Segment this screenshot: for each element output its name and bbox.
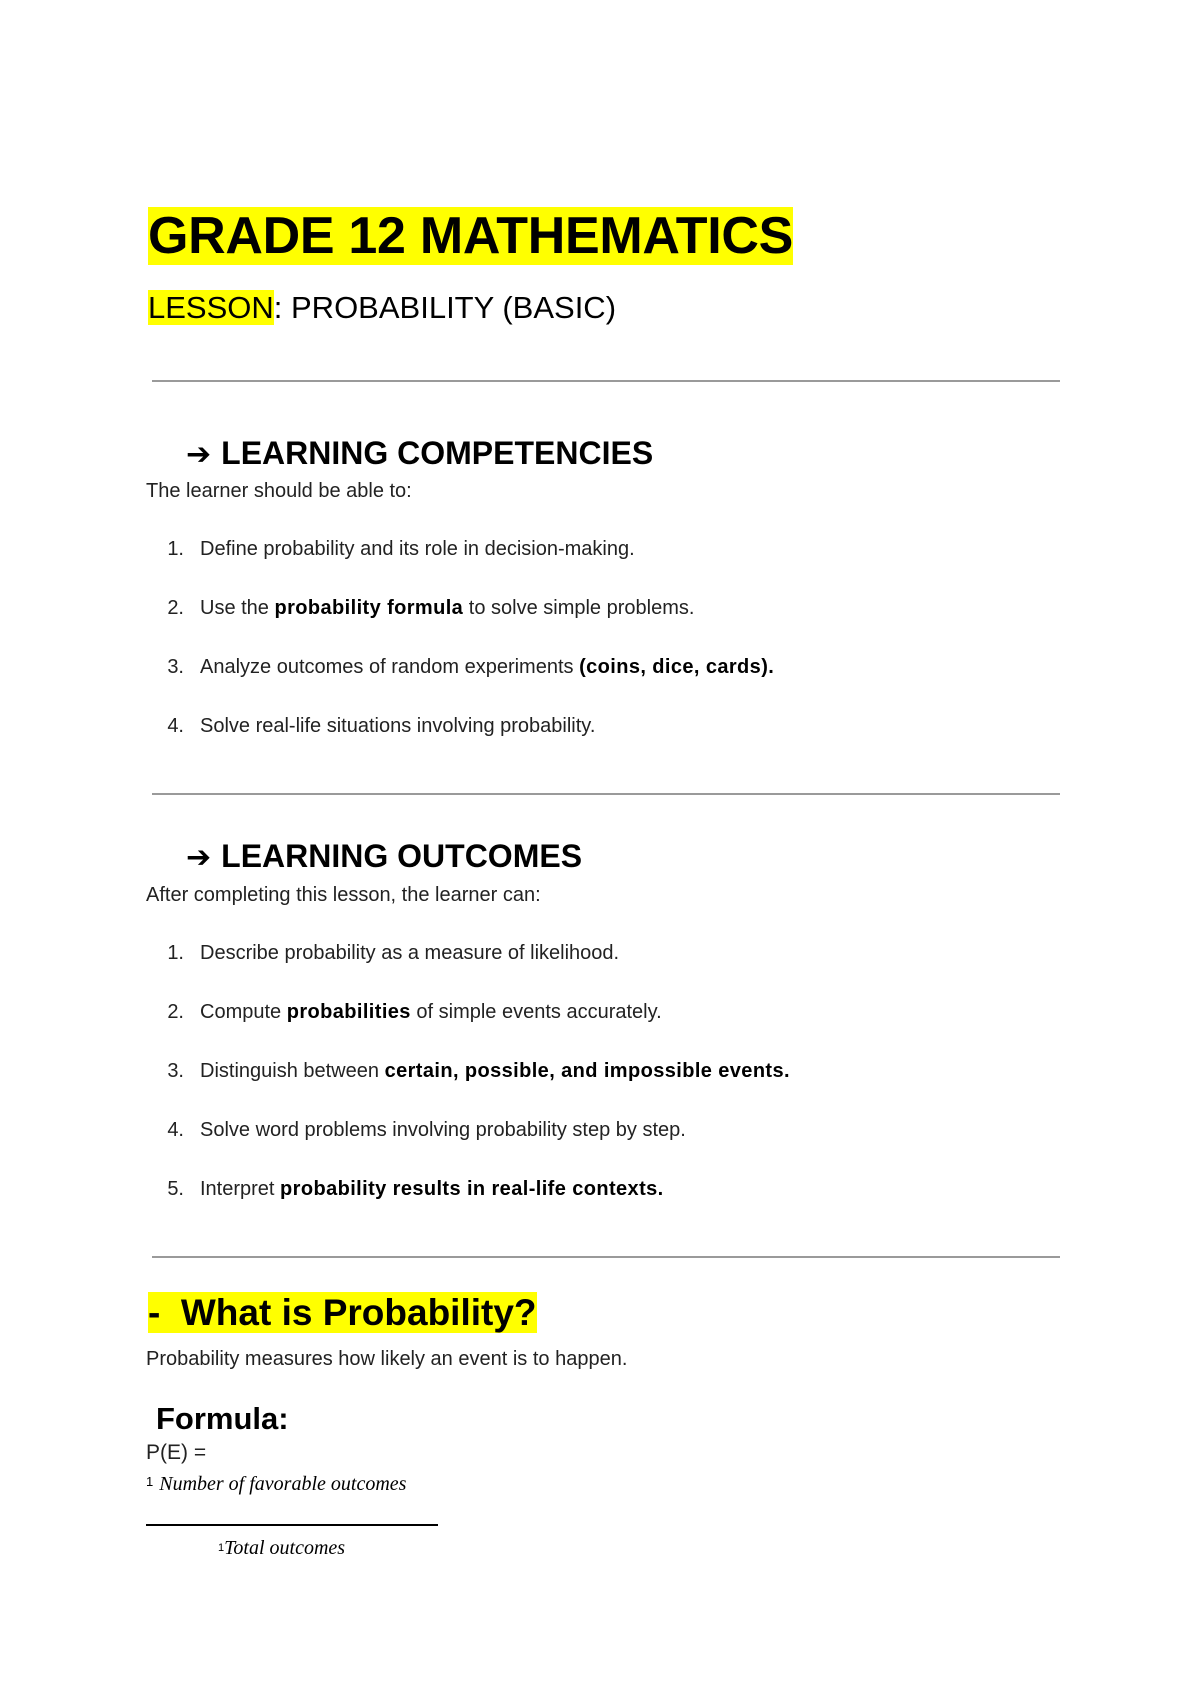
list-item-number: 4.	[167, 1119, 184, 1141]
horizontal-divider	[152, 1256, 1060, 1258]
list-item-text-plain: of simple events accurately.	[410, 1001, 662, 1023]
what-is-heading-text: - What is Probability?	[148, 1292, 537, 1333]
document-title	[148, 205, 793, 267]
what-is-heading	[148, 1290, 537, 1336]
list-item	[162, 536, 1062, 562]
list-item-text	[200, 536, 635, 562]
arrow-right-icon: ➔	[186, 840, 212, 875]
list-item	[162, 940, 1062, 966]
list-item-text	[200, 1117, 686, 1143]
list-item-text-plain: Distinguish between	[200, 1060, 385, 1082]
list-item	[162, 1058, 1062, 1084]
list-item	[162, 654, 1062, 680]
list-item-text-bold: probabilities	[286, 1001, 411, 1023]
list-item-text-plain: Analyze outcomes of random experiments	[200, 656, 580, 678]
list-item-number: 3.	[167, 656, 184, 678]
list-item	[162, 595, 1062, 621]
lesson-value: : PROBABILITY (BASIC)	[273, 290, 617, 325]
list-item	[162, 999, 1062, 1025]
list-item-text-plain: Solve real-life situations involving probability.	[200, 715, 596, 737]
outcomes-intro: After completing this lesson, the learner can:	[146, 884, 541, 906]
competencies-intro: The learner should be able to:	[146, 480, 412, 502]
numerator-mark: 1	[146, 1474, 154, 1489]
outcomes-heading	[186, 836, 582, 878]
list-item-text-plain: Interpret	[200, 1178, 281, 1200]
lesson-line	[148, 288, 616, 328]
list-item-number: 2.	[167, 597, 184, 619]
competencies-heading-text: LEARNING COMPETENCIES	[221, 435, 654, 471]
formula-numerator	[146, 1470, 406, 1498]
horizontal-divider	[152, 380, 1060, 382]
list-item-text	[200, 1058, 790, 1084]
arrow-right-icon: ➔	[186, 437, 212, 472]
what-is-text: Probability measures how likely an event is to happen.	[146, 1348, 628, 1370]
list-item-number: 1.	[167, 942, 184, 964]
list-item-number: 2.	[167, 1001, 184, 1023]
document-title-text: GRADE 12 MATHEMATICS	[148, 207, 793, 265]
list-item-text	[200, 999, 662, 1025]
list-item-text-plain: Use the	[200, 597, 275, 619]
list-item-text-bold: certain, possible, and impossible events.	[384, 1060, 790, 1082]
list-item-text	[200, 940, 619, 966]
list-item-text	[200, 654, 774, 680]
list-item-text-plain: to solve simple problems.	[463, 597, 695, 619]
list-item	[162, 1117, 1062, 1143]
numerator-text: Number of favorable outcomes	[159, 1473, 407, 1495]
list-item-text-plain: Solve word problems involving probability step by step.	[200, 1119, 686, 1141]
horizontal-divider	[152, 793, 1060, 795]
formula-denominator	[218, 1534, 345, 1562]
list-item-text-plain: Compute	[200, 1001, 287, 1023]
denominator-text: Total outcomes	[224, 1537, 346, 1559]
denominator-mark: 1	[218, 1542, 225, 1554]
list-item	[162, 713, 1062, 739]
list-item	[162, 1176, 1062, 1202]
list-item-number: 3.	[167, 1060, 184, 1082]
list-item-text-plain: Define probability and its role in decision-making.	[200, 538, 635, 560]
list-item-number: 4.	[167, 715, 184, 737]
list-item-text-bold: probability results in real-life contexts.	[280, 1178, 664, 1200]
list-item-text-plain: Describe probability as a measure of likelihood.	[200, 942, 620, 964]
list-item-text	[200, 1176, 664, 1202]
lesson-label: LESSON	[148, 290, 274, 325]
competencies-heading	[186, 433, 653, 475]
list-item-number: 1.	[167, 538, 184, 560]
fraction-bar	[146, 1524, 438, 1526]
formula-heading: Formula:	[156, 1401, 289, 1436]
list-item-text-bold: probability formula	[274, 597, 464, 619]
list-item-text	[200, 713, 595, 739]
list-item-number: 5.	[167, 1178, 184, 1200]
formula-lhs: P(E) =	[146, 1441, 207, 1464]
list-item-text	[200, 595, 694, 621]
list-item-text-bold: (coins, dice, cards).	[579, 656, 775, 678]
outcomes-heading-text: LEARNING OUTCOMES	[221, 838, 583, 874]
